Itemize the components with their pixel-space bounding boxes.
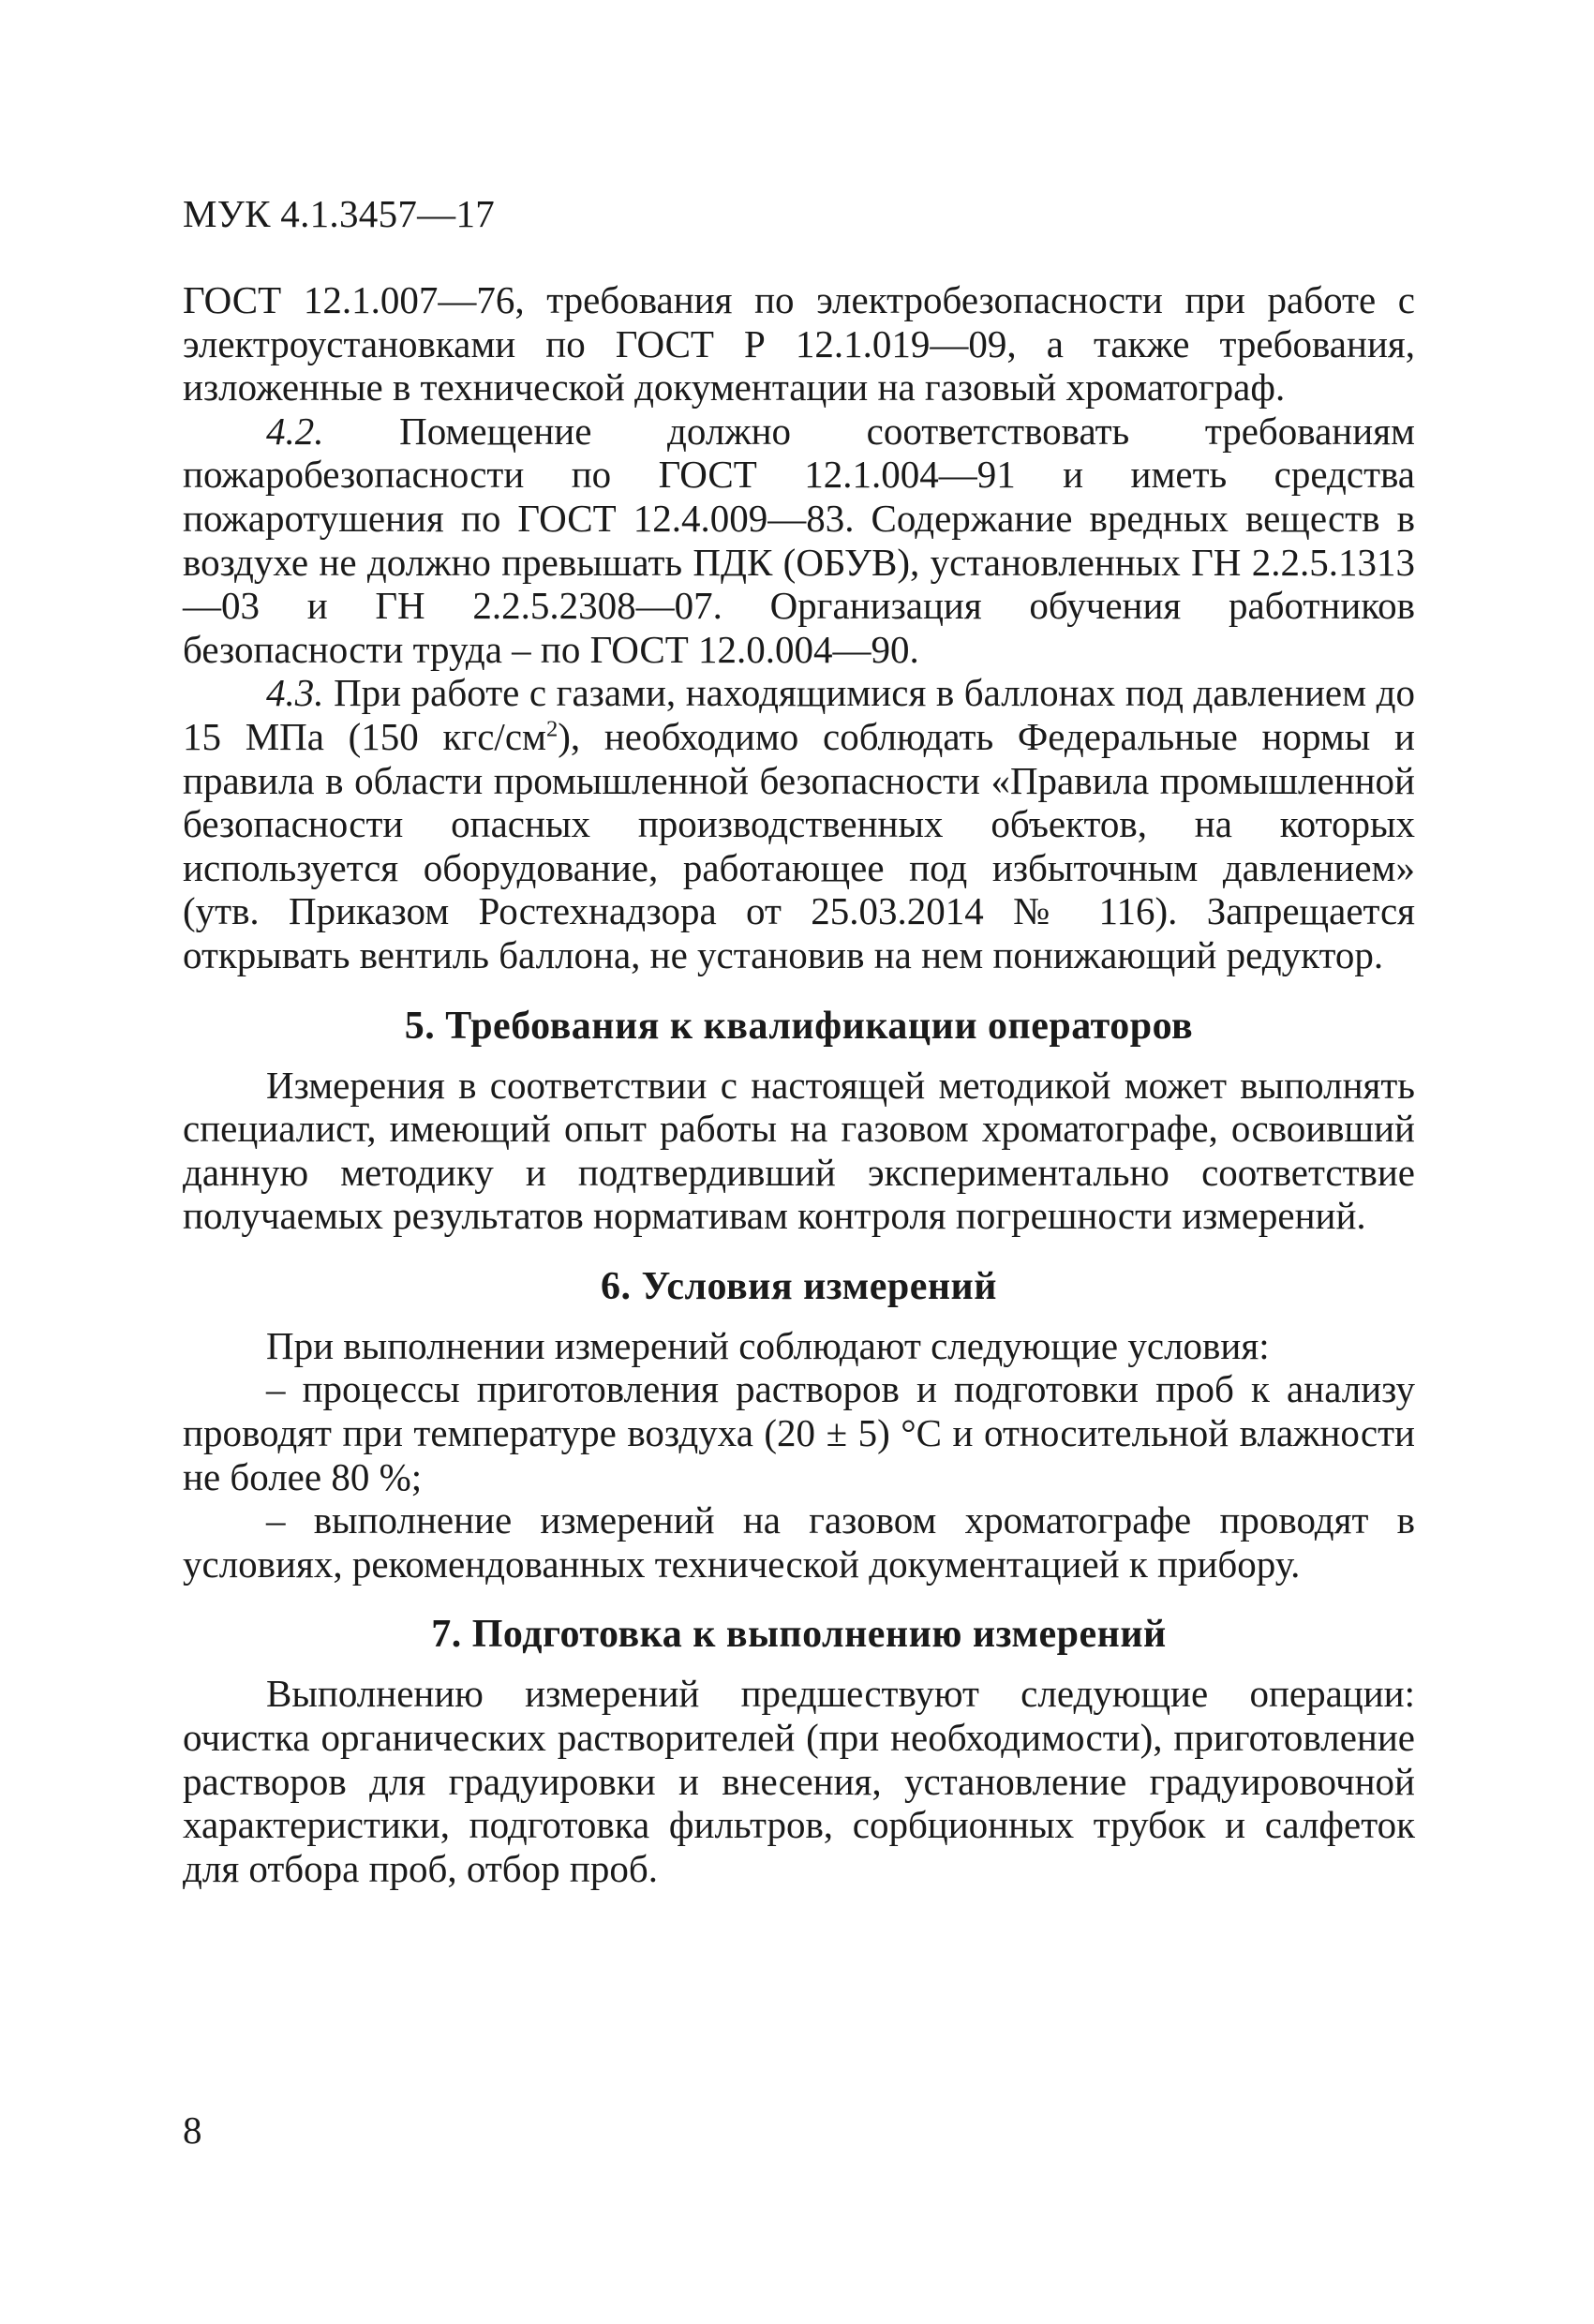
paragraph-text: При работе с газами, находящимися в баллонах под давлением до 15 МПа (150 кгс/см [183, 671, 1415, 758]
section-7-paragraph: Выполнению измерений предшествуют следующие операции: очистка органических растворителей (при необходимости), приготовление растворов для градуировки и внесения, установление градуировочной характеристики, подготовка фильтров, сорбционных трубок и салфеток для отбора проб, отбор проб. [183, 1672, 1415, 1890]
document-code: МУК 4.1.3457—17 [183, 192, 496, 235]
page-number: 8 [183, 2108, 202, 2152]
section-6-heading: 6. Условия измерений [601, 1264, 997, 1308]
paragraph-number: 4.3. [266, 671, 324, 715]
section-5-paragraph: Измерения в соответствии с настоящей методикой может выполнять специалист, имеющий опыт работы на газовом хроматографе, освоивший данную методику и подтвердивший экспериментально соответствие получаемых результатов нормативам контроля погрешности измерений. [183, 1063, 1415, 1238]
continuation-paragraph: ГОСТ 12.1.007—76, требования по электробезопасности при работе с электроустановками по ГОСТ Р 12.1.019—09, а также требования, изложенные в технической документации на газовый хроматограф. [183, 278, 1415, 410]
superscript: 2 [545, 716, 559, 742]
section-5-heading: 5. Требования к квалификации операторов [404, 1004, 1194, 1048]
section-6-item-1: – процессы приготовления растворов и подготовки проб к анализу проводят при температуре воздуха (20 ± 5) °С и относительной влажности не более 80 %; [183, 1367, 1415, 1498]
document-page [183, 192, 1415, 1890]
section-6-intro: При выполнении измерений соблюдают следующие условия: [266, 1323, 1270, 1367]
section-6-item-2: – выполнение измерений на газовом хроматографе проводят в условиях, рекомендованных технической документацией к прибору. [183, 1498, 1415, 1586]
paragraph-4-2 [183, 410, 1415, 672]
paragraph-text: ), необходимо соблюдать Федеральные нормы и правила в области промышленной безопасности «Правила промышленной безопасности опасных производственных объектов, на которых используется оборудование, работающее под избыточным давлением» (утв. Приказом Ростехнадзора от 25.03.2014 № 116). Запрещается открывать вентиль баллона, не установив на нем понижающий редуктор. [183, 714, 1415, 976]
paragraph-number: 4.2. [266, 409, 324, 453]
paragraph-text: Помещение должно соответствовать требованиям пожаробезопасности по ГОСТ 12.1.004—91 и иметь средства пожаротушения по ГОСТ 12.4.009—83. Содержание вредных веществ в воздухе не должно превышать ПДК (ОБУВ), установленных ГН 2.2.5.1313—03 и ГН 2.2.5.2308—07. Организация обучения работников безопасности труда – по ГОСТ 12.0.004—90. [183, 409, 1415, 671]
paragraph-4-3 [183, 671, 1415, 976]
section-7-heading: 7. Подготовка к выполнению измерений [431, 1613, 1167, 1657]
